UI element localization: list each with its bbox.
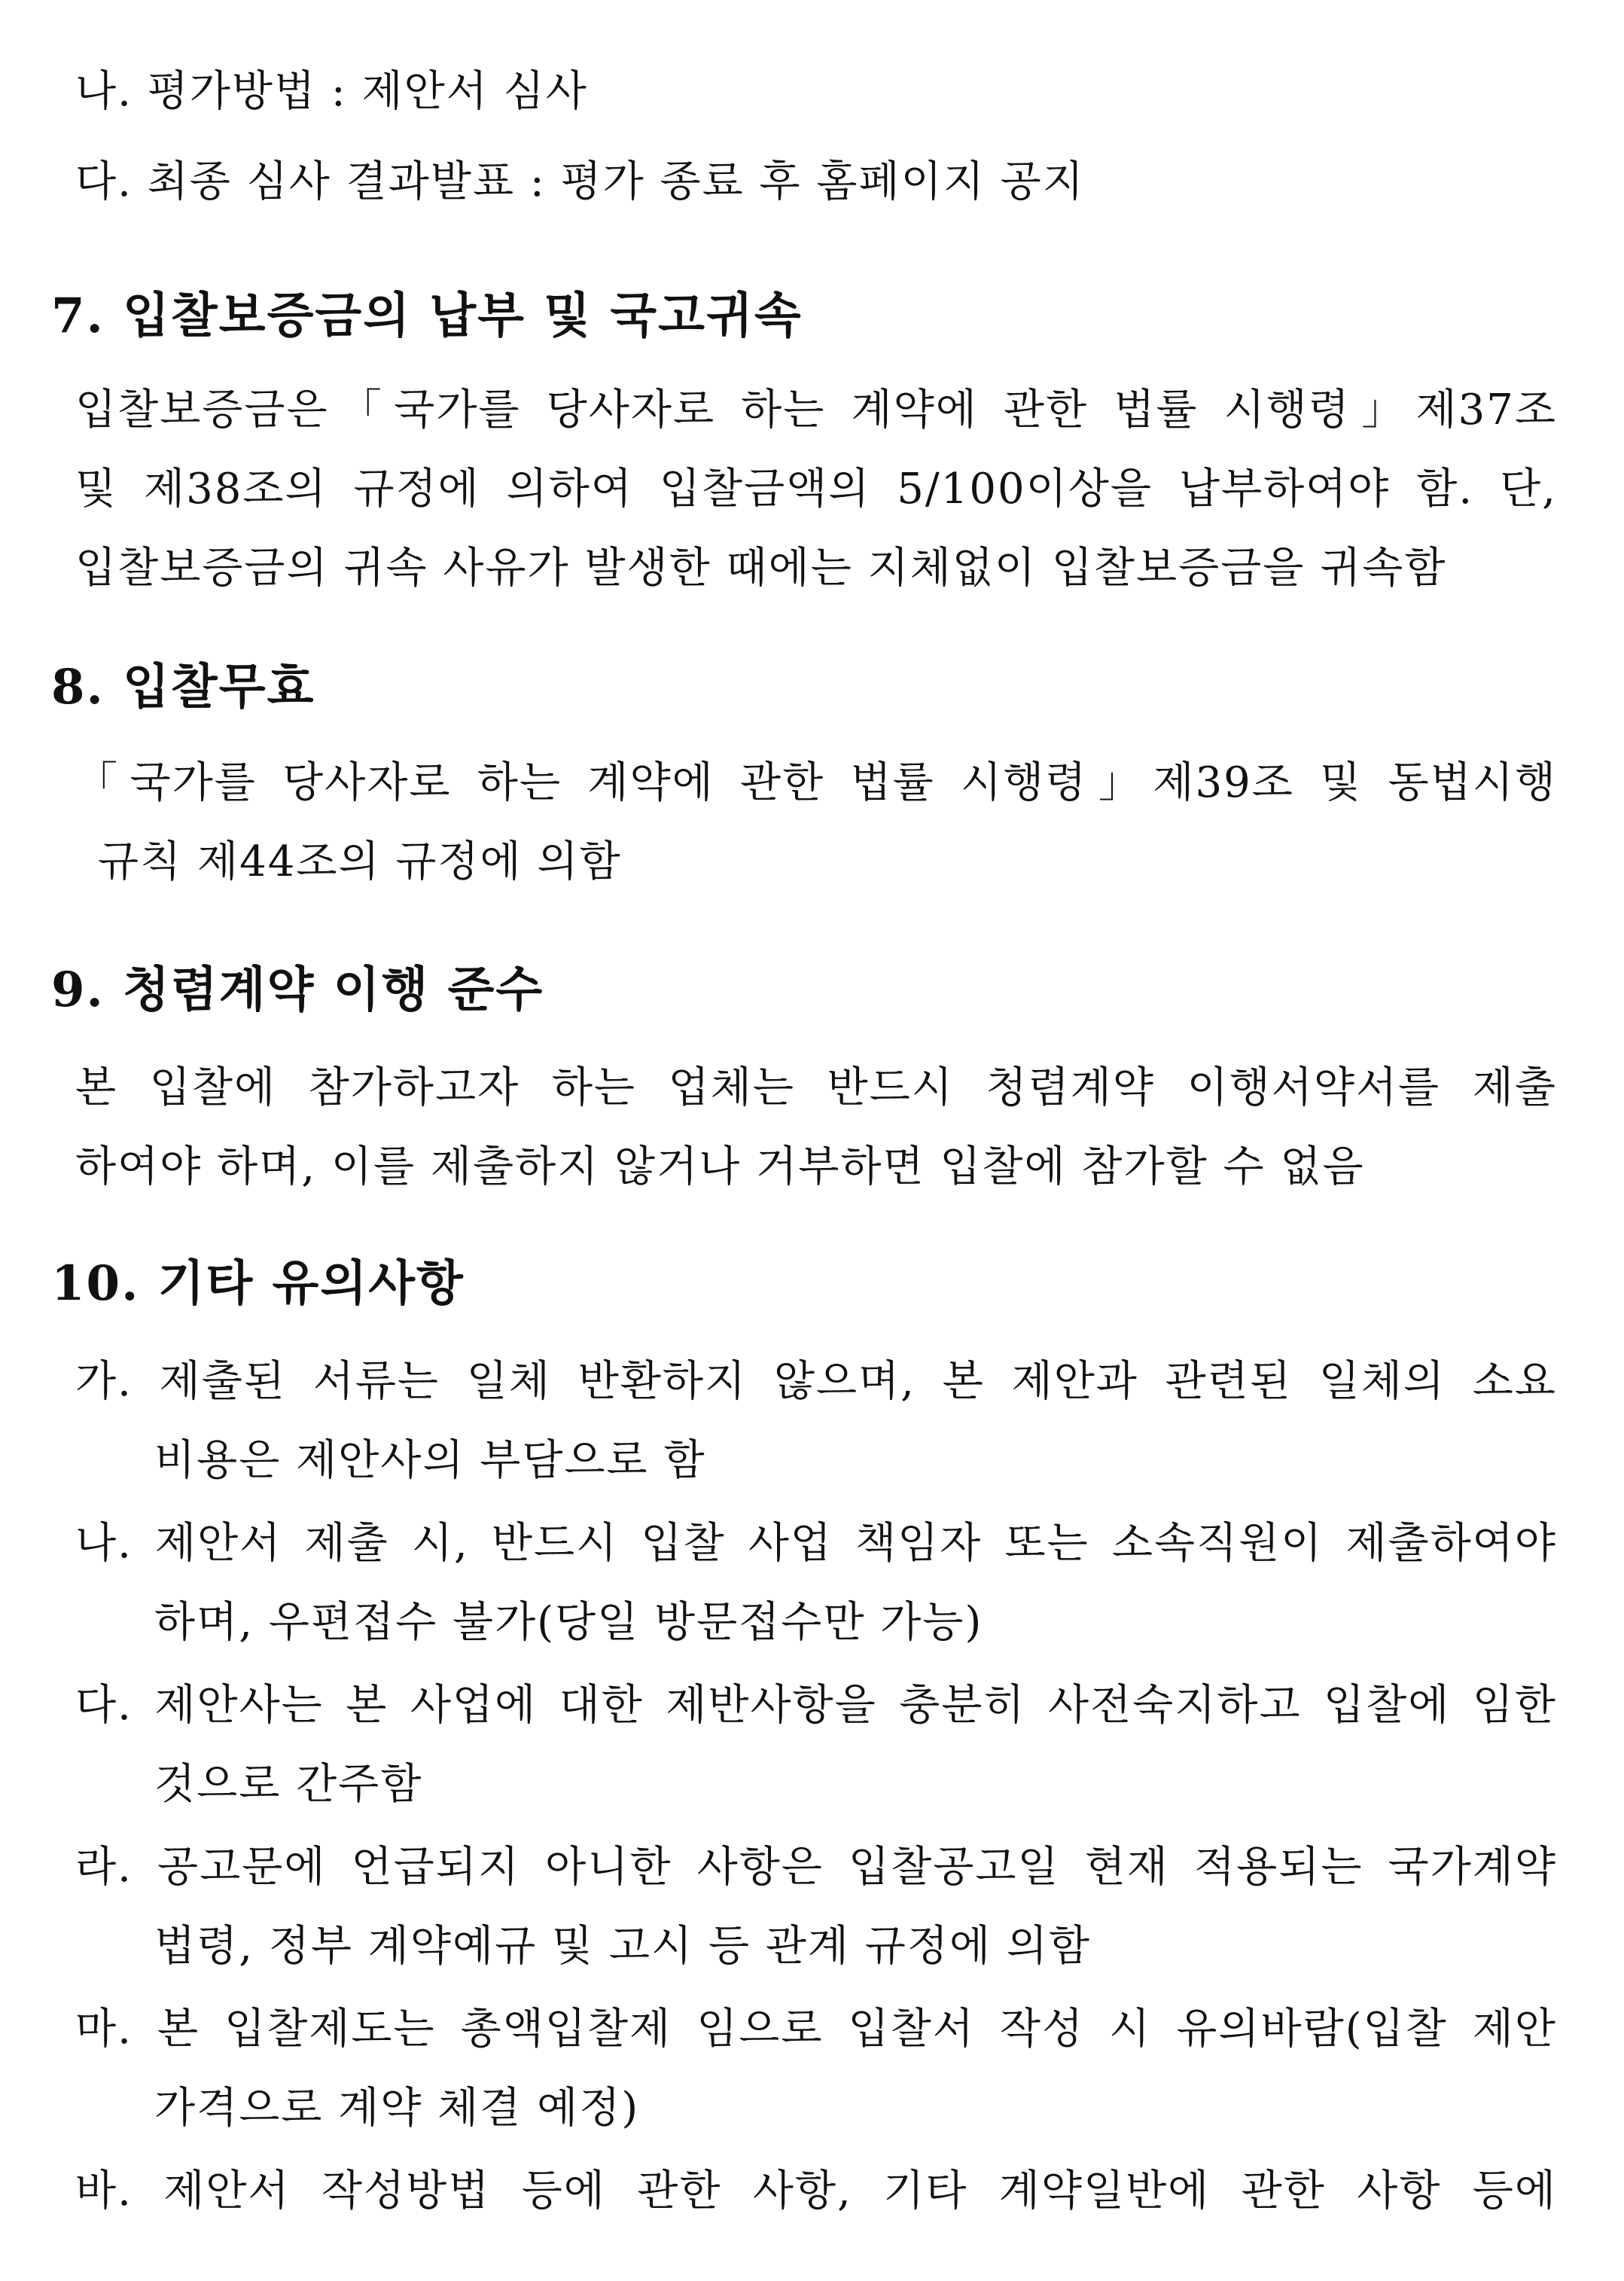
evaluation-method: 나. 평가방법 : 제안서 심사	[75, 67, 588, 116]
section-9-line: 본 입찰에 참가하고자 하는 업체는 반드시 청렴계약 이행서약서를 제출	[75, 1063, 1557, 1112]
section-7-line: 입찰보증금의 귀속 사유가 발생한 때에는 지체없이 입찰보증금을 귀속함	[75, 544, 1447, 593]
list-item: 마. 본 입찰제도는 총액입찰제 임으로 입찰서 작성 시 유의바람(입찰 제안	[75, 2005, 1557, 2054]
section-8-line: 「국가를 당사자로 하는 계약에 관한 법률 시행령」제39조 및 동법시행	[75, 758, 1557, 807]
section-9-line: 하여야 하며, 이를 제출하지 않거나 거부하면 입찰에 참가할 수 없음	[75, 1142, 1365, 1191]
section-10-heading: 10. 기타 유의사항	[51, 1255, 465, 1312]
section-9-heading: 9. 청렴계약 이행 준수	[51, 962, 544, 1018]
list-item: 바. 제안서 작성방법 등에 관한 사항, 기타 계약일반에 관한 사항 등에	[75, 2167, 1557, 2215]
list-item: 나. 제안서 제출 시, 반드시 입찰 사업 책임자 또는 소속직원이 제출하여야	[75, 1519, 1557, 1568]
list-item-continuation: 가격으로 계약 체결 예정)	[154, 2084, 640, 2133]
list-item: 다. 제안사는 본 사업에 대한 제반사항을 충분히 사전숙지하고 입찰에 임한	[75, 1681, 1557, 1730]
section-7-line: 및 제38조의 규정에 의하여 입찰금액의 5/100이상을 납부하여야 함. 단,	[75, 465, 1557, 514]
list-item: 라. 공고문에 언급되지 아니한 사항은 입찰공고일 현재 적용되는 국가계약	[75, 1843, 1557, 1892]
section-8-heading: 8. 입찰무효	[51, 659, 315, 715]
section-7-line: 입찰보증금은「국가를 당사자로 하는 계약에 관한 법률 시행령」제37조	[75, 386, 1557, 435]
list-item: 가. 제출된 서류는 일체 반환하지 않으며, 본 제안과 관련된 일체의 소요	[75, 1357, 1557, 1406]
section-7-heading: 7. 입찰보증금의 납부 및 국고귀속	[51, 288, 803, 344]
evaluation-announcement: 다. 최종 심사 결과발표 : 평가 종료 후 홈페이지 공지	[75, 157, 1085, 206]
list-item-continuation: 법령, 정부 계약예규 및 고시 등 관계 규정에 의함	[154, 1922, 1092, 1971]
section-8-line: 규칙 제44조의 규정에 의함	[98, 837, 622, 886]
list-item-continuation: 것으로 간주함	[154, 1760, 423, 1809]
list-item-continuation: 비용은 제안사의 부담으로 함	[154, 1436, 706, 1485]
list-item-continuation: 하며, 우편접수 불가(당일 방문접수만 가능)	[154, 1598, 983, 1647]
